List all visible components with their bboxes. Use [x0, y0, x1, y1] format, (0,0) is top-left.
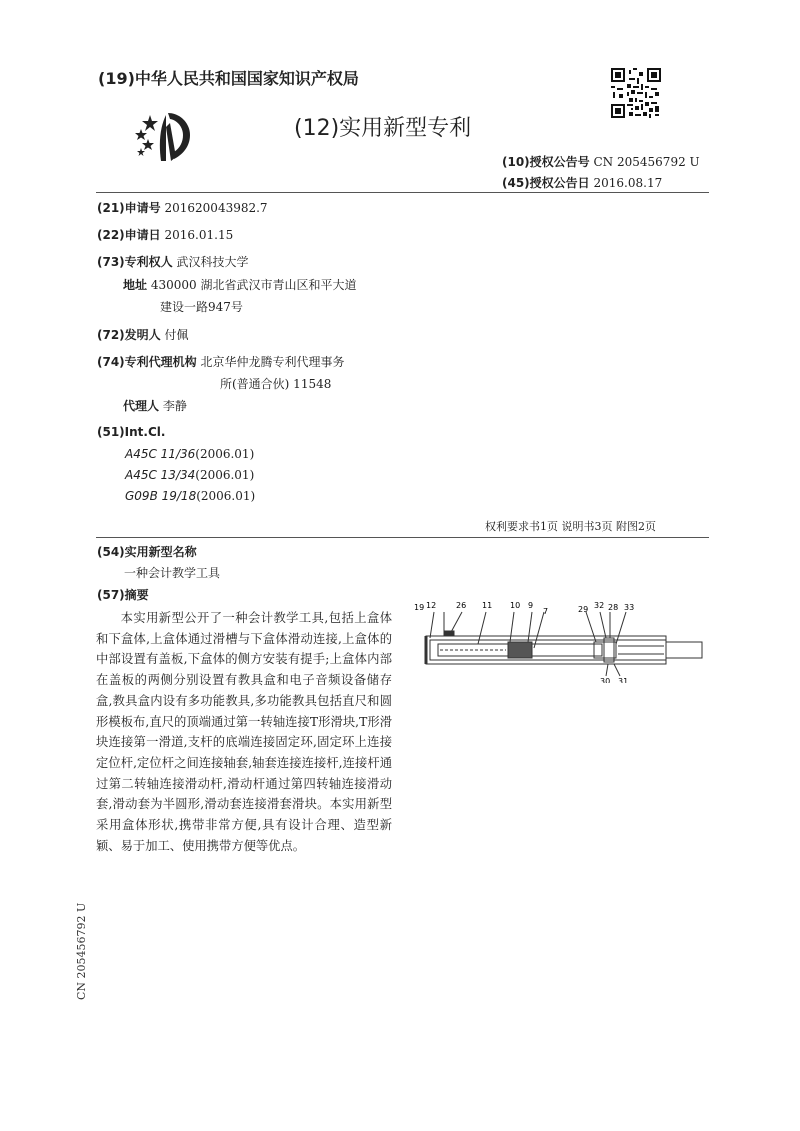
callout-label: 31 [618, 677, 629, 683]
callout-label: 7 [543, 607, 549, 616]
callout-label: 9 [528, 601, 534, 610]
application-date-value: 2016.01.15 [164, 228, 234, 242]
section-divider [96, 537, 709, 538]
header-divider [96, 192, 709, 193]
intcl-row [97, 425, 165, 439]
agency-line2: 所(普通合伙) 11548 [220, 377, 332, 391]
publication-date-value: 2016.08.17 [593, 176, 663, 190]
agency-line1: 北京华仲龙腾专利代理事务 [200, 355, 345, 369]
callout-label: 12 [426, 601, 437, 610]
callout-label: 32 [594, 601, 605, 610]
address-line2: 建设一路947号 [160, 300, 243, 314]
address-label: 地址 [123, 278, 148, 292]
application-date-label: (22)申请日 [97, 228, 161, 242]
callout-label: 30 [600, 677, 611, 683]
callout-label: 19 [414, 603, 425, 612]
ipc-entry [125, 468, 254, 482]
inventor-row [97, 326, 189, 343]
ipc-year: (2006.01) [195, 468, 255, 482]
ipc-code: G09B 19/18 [125, 489, 197, 503]
qr-code-icon [611, 68, 661, 118]
abstract-label: (57)摘要 [97, 588, 149, 602]
utility-model-title-label: (54)实用新型名称 [97, 545, 197, 559]
ipc-entry [125, 489, 255, 503]
intcl-label: (51)Int.Cl. [97, 425, 166, 439]
application-date-row [97, 226, 233, 243]
publication-number-label: (10)授权公告号 [502, 155, 590, 169]
agency-label: (74)专利代理机构 [97, 355, 197, 369]
agent-row [123, 397, 187, 414]
ipc-year: (2006.01) [196, 489, 256, 503]
ipc-year: (2006.01) [195, 447, 255, 461]
application-number-value: 201620043982.7 [164, 201, 268, 215]
address-line1: 430000 湖北省武汉市青山区和平大道 [150, 278, 357, 292]
agent-label: 代理人 [123, 399, 160, 413]
publication-date-row [502, 174, 662, 191]
inventor-value: 付佩 [164, 328, 189, 342]
publication-number-value: CN 205456792 U [593, 155, 700, 169]
agency-row [97, 353, 345, 370]
callout-label: 33 [624, 603, 635, 612]
ipc-entry [125, 447, 254, 461]
publication-number-row [502, 153, 700, 170]
agent-value: 李静 [162, 399, 187, 413]
title-value-text: 一种会计教学工具 [124, 566, 221, 580]
ipc-code: A45C 13/34 [125, 468, 196, 482]
page-count-info: 权利要求书1页 说明书3页 附图2页 [485, 520, 656, 533]
agency-line2-row [220, 375, 331, 392]
callout-label: 28 [608, 603, 619, 612]
abstract-text: 本实用新型公开了一种会计教学工具,包括上盒体和下盒体,上盒体通过滑槽与下盒体滑动连接,上盒体的中部设置有盖板,下盒体的侧方安装有提手;上盒体内部在盖板的两侧分别设置有教具盒和电子音频设备储存盒,教具盒内设有多功能教具,多功能教具包括直尺和圆形模板布,直尺的顶端通过第一转轴连接T形滑块,T形滑块连接第一滑道,支杆的底端连接固定环,固定环上连接定位杆,定位杆之间连接轴套,轴套连接连接杆,连接杆通过第二转轴连接滑动杆,滑动杆通过第四转轴连接滑动套,滑动套为半圆形,滑动套连接滑套滑块。本实用新型采用盒体形状,携带非常方便,具有设计合理、造型新颖、易于加工、使用携带方便等优点。 [96, 611, 392, 853]
address-row [123, 276, 356, 293]
cnipa-emblem-icon [132, 107, 208, 165]
side-publication-number: CN 205456792 U [75, 902, 88, 1000]
office-name: (19)中华人民共和国国家知识产权局 [98, 69, 359, 88]
callout-label: 26 [456, 601, 467, 610]
application-number-label: (21)申请号 [97, 201, 161, 215]
publication-date-label: (45)授权公告日 [502, 176, 590, 190]
utility-model-title-value [124, 564, 220, 581]
ipc-code: A45C 11/36 [125, 447, 196, 461]
inventor-label: (72)发明人 [97, 328, 161, 342]
technical-drawing [410, 598, 710, 683]
document-type-title: (12)实用新型专利 [294, 116, 472, 141]
application-number-row [97, 199, 268, 216]
patentee-label: (73)专利权人 [97, 255, 173, 269]
callout-label: 29 [578, 605, 589, 614]
callout-label: 10 [510, 601, 521, 610]
address-line2-row [160, 298, 243, 315]
patentee-row [97, 253, 249, 270]
patentee-value: 武汉科技大学 [176, 255, 249, 269]
callout-label: 11 [482, 601, 493, 610]
